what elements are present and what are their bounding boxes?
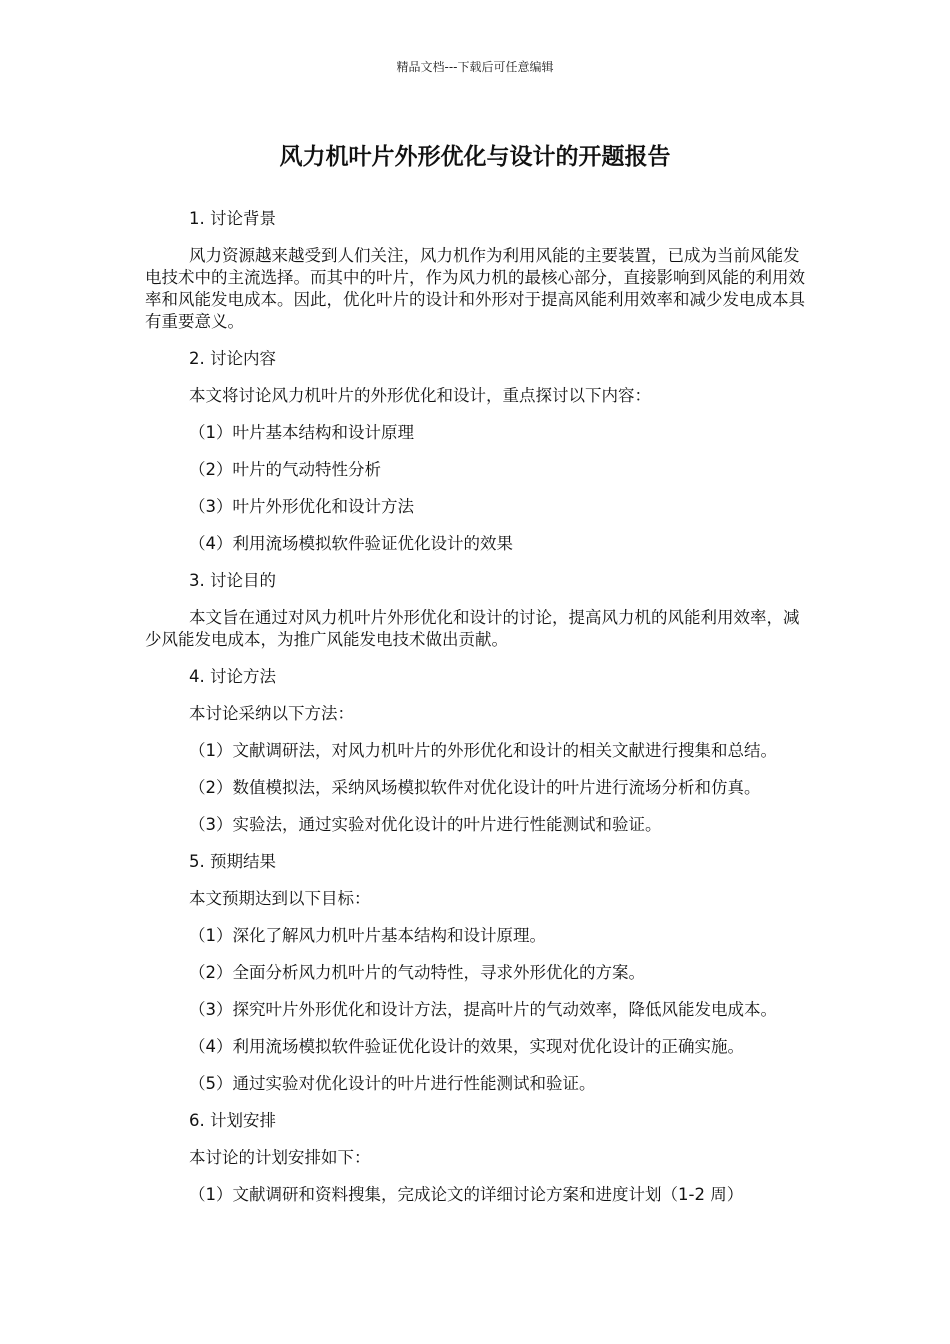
section-heading: 1. 讨论背景	[189, 209, 276, 228]
list-item: （3）实验法，通过实验对优化设计的叶片进行性能测试和验证。	[189, 815, 662, 834]
list-item: （2）数值模拟法，采纳风场模拟软件对优化设计的叶片进行流场分析和仿真。	[189, 778, 761, 797]
list-item: （5）通过实验对优化设计的叶片进行性能测试和验证。	[189, 1074, 596, 1093]
paragraph: 本文旨在通过对风力机叶片外形优化和设计的讨论，提高风力机的风能利用效率，减少风能发电成本，为推广风能发电技术做出贡献。	[145, 608, 800, 649]
section-heading: 2. 讨论内容	[189, 349, 276, 368]
paragraph: 风力资源越来越受到人们关注，风力机作为利用风能的主要装置，已成为当前风能发电技术中的主流选择。而其中的叶片，作为风力机的最核心部分，直接影响到风能的利用效率和风能发电成本。因此，优化叶片的设计和外形对于提高风能利用效率和减少发电成本具有重要意义。	[145, 246, 805, 331]
list-item: （4）利用流场模拟软件验证优化设计的效果，实现对优化设计的正确实施。	[189, 1037, 744, 1056]
document-body	[145, 208, 815, 1221]
paragraph: 本文将讨论风力机叶片的外形优化和设计，重点探讨以下内容：	[189, 386, 651, 405]
list-item: （2）全面分析风力机叶片的气动特性，寻求外形优化的方案。	[189, 963, 645, 982]
list-item: （1）深化了解风力机叶片基本结构和设计原理。	[189, 926, 546, 945]
list-item: （1）叶片基本结构和设计原理	[189, 423, 414, 442]
list-item: （1）文献调研法，对风力机叶片的外形优化和设计的相关文献进行搜集和总结。	[189, 741, 777, 760]
list-item: （2）叶片的气动特性分析	[189, 460, 381, 479]
section-heading: 3. 讨论目的	[189, 571, 276, 590]
section-heading: 6. 计划安排	[189, 1111, 276, 1130]
page-header: 精品文档---下载后可任意编辑	[396, 60, 554, 74]
list-item: （4）利用流场模拟软件验证优化设计的效果	[189, 534, 513, 553]
section-heading: 4. 讨论方法	[189, 667, 276, 686]
section-heading: 5. 预期结果	[189, 852, 276, 871]
paragraph: 本讨论采纳以下方法：	[189, 704, 354, 723]
document-title: 风力机叶片外形优化与设计的开题报告	[279, 144, 671, 170]
paragraph: 本讨论的计划安排如下：	[189, 1148, 371, 1167]
list-item: （3）叶片外形优化和设计方法	[189, 497, 414, 516]
list-item: （1）文献调研和资料搜集，完成论文的详细讨论方案和进度计划（1-2 周）	[189, 1185, 744, 1204]
paragraph: 本文预期达到以下目标：	[189, 889, 371, 908]
list-item: （3）探究叶片外形优化和设计方法，提高叶片的气动效率，降低风能发电成本。	[189, 1000, 777, 1019]
